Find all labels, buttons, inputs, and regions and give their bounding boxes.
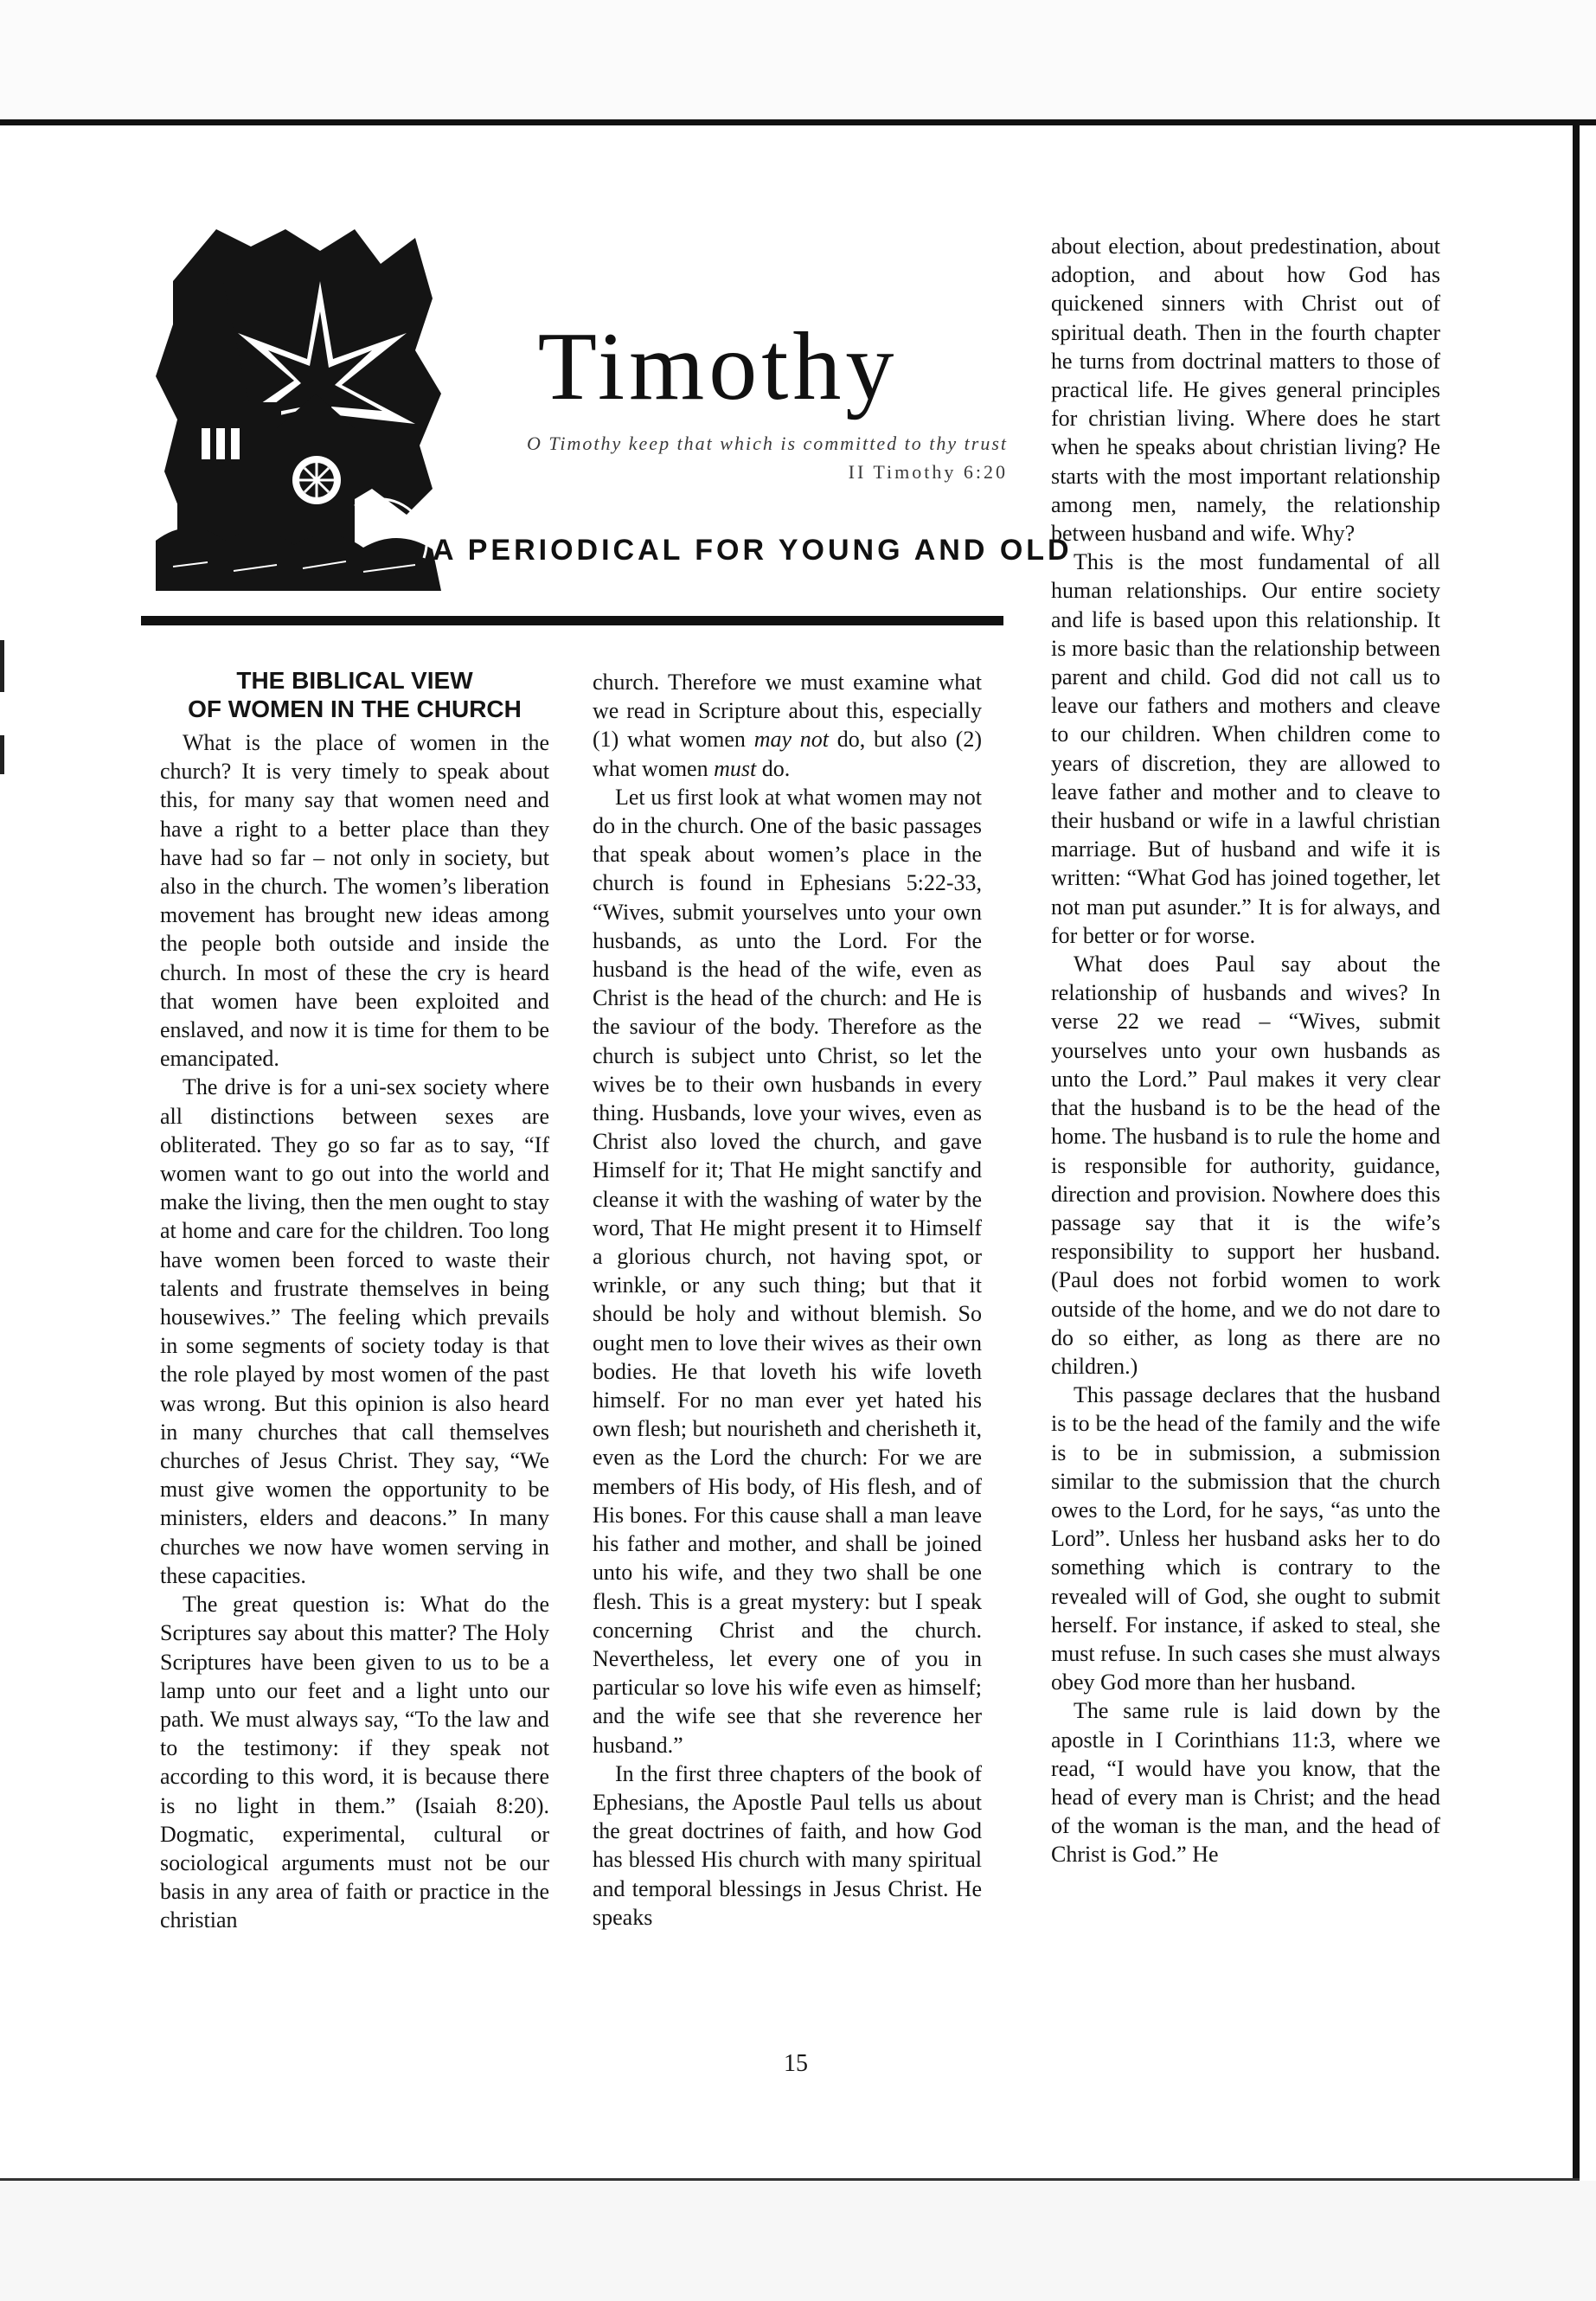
scan-margin-bottom [0, 2181, 1596, 2301]
paragraph: What is the place of women in the church? It is very timely to speak about this, for many say that women need and have a right to a better place than they have had so far – not only in society, but also in the church. The women’s liberation movement has brought new ideas among the people both outside and inside the church. In most of these the cry is heard that women have been exploited and enslaved, and now it is time for them to be emancipated. [160, 730, 549, 1072]
paragraph: This is the most fundamental of all human relationships. Our entire society and life is based upon this relationship. It is more basic than the relationship between parent and child. God did not call us to leave our fathers and mothers and cleave to our children. When children come to years of discretion, they are allowed to leave father and mother and to cleave to their husband or wife in a lawful christian marriage. But of husband and wife it is written: “What God has joined together, let not man put asunder.” It is for always, and for better or for worse. [1051, 549, 1440, 948]
article-column-1 [160, 666, 549, 1935]
text-run: do. [756, 755, 791, 781]
masthead-motto: O Timothy keep that which is committed to thy trust [526, 433, 1008, 454]
paragraph: What does Paul say about the relationship of husbands and wives? In verse 22 we read – “Wives, submit yourselves unto your own husbands as unto the Lord.” Paul makes it very clear that the husband is to be the head of the home. The husband is to rule the home and is responsible for authority, guidance, direction and provision. Nowhere does this passage say that it is the wife’s responsibility to support her husband. (Paul does not forbid women to work outside of the home, and we do not dare to do so either, as long as there are no children.) [1051, 952, 1440, 1379]
article-column-2 [593, 668, 982, 1932]
paragraph: about election, about predestination, about adoption, and about how God has quickened sinners with Christ out of spiritual death. Then in the fourth chapter he turns from doctrinal matters to those of practical life. He gives general principles for christian living. Where does he start when he speaks about christian living? He starts with the most important relationship among men, namely, the relationship between husband and wife. Why? [1051, 234, 1440, 547]
article-title-line-2: OF WOMEN IN THE CHURCH [188, 695, 522, 722]
masthead-motto-reference: II Timothy 6:20 [848, 461, 1008, 483]
church-spire-woodcut-icon [156, 229, 450, 591]
emphasis: must [714, 755, 757, 781]
scan-edge-mark [0, 735, 4, 774]
article-title-line-1: THE BIBLICAL VIEW [236, 667, 473, 694]
text-run: do, but also (2) what women [593, 727, 982, 781]
paragraph [593, 668, 982, 783]
masthead-divider [141, 616, 1003, 625]
paragraph: Let us first look at what women may not do in the church. One of the basic passages that speak about women’s place in the church is found in Ephesians 5:22-33, “Wives, submit yourselves unto your own husbands, as unto the Lord. For the husband is the head of the wife, even as Christ is the head of the church: and He is the saviour of the body. Therefore as the church is subject unto Christ, so let the wives be to their own husbands in every thing. Husbands, love your wives, even as Christ also loved the church, and gave Himself for it; That He might sanctify and cleanse it with the washing of water by the word, That He might present it to Himself a glorious church, not having spot, or wrinkle, or any such thing; but that it should be holy and without blemish. So ought men to love their wives as their own bodies. He that loveth his wife loveth himself. For no man ever yet hated his own flesh; but nourisheth and cherisheth it, even as the Lord the church: For we are members of His body, of His flesh, and of His bones. For this cause shall a man leave his father and mother, and shall be joined unto his wife, and they two shall be one flesh. This is a great mystery: but I speak concerning Christ and the church. Nevertheless, let every one of you in particular so love his wife even as himself; and the wife see that she reverence her husband.” [593, 784, 982, 1758]
article-title [160, 666, 549, 723]
paragraph: The great question is: What do the Scriptures say about this matter? The Holy Scriptures have been given to us to be a lamp unto our feet and a light unto our path. We must always say, “To the law and to the testimony: if they speak not according to this word, it is because there is no light in them.” (Isaiah 8:20). Dogmatic, experimental, cultural or sociological arguments must not be our basis in any area of faith or practice in the christian [160, 1592, 549, 1933]
scan-edge-mark [0, 640, 4, 692]
page-border-top [0, 119, 1596, 125]
paragraph: This passage declares that the husband is to be the head of the family and the wife is to be in submission, a submission similar to the submission that the church owes to the Lord, for he says, “as unto the Lord”. Unless her husband asks her to do something which is contrary to the revealed will of God, she ought to submit herself. For instance, if asked to steal, she must refuse. In such cases she must always obey God more than her husband. [1051, 1382, 1440, 1695]
paragraph: The drive is for a uni-sex society where all distinctions between sexes are obliterated. They go so far as to say, “If women want to go out into the world and make the living, then the men ought to stay at home and care for the children. Too long have women been forced to waste their talents and frustrate themselves in being housewives.” The feeling which prevails in some segments of society today is that the role played by most women of the past was wrong. But this opinion is also heard in many churches that call themselves churches of Jesus Christ. They say, “We must give women the opportunity to be ministers, elders and deacons.” In many churches we now have women serving in these capacities. [160, 1074, 549, 1588]
page-number: 15 [784, 2050, 808, 2077]
paragraph: In the first three chapters of the book of Ephesians, the Apostle Paul tells us about the great doctrines of faith, and how God has blessed His church with many spiritual and temporal blessings in Jesus Christ. He speaks [593, 1760, 982, 1930]
scan-margin-top [0, 0, 1596, 119]
text-run: church. Therefore we must examine what we read in Scripture about this, especially (1) what women [593, 670, 982, 753]
paragraph: The same rule is laid down by the apostle in I Corinthians 11:3, where we read, “I would have you know, that the head of every man is Christ; and the head of the woman is the man, and the head of Christ is God.” He [1051, 1698, 1440, 1868]
article-column-3 [1051, 232, 1440, 1869]
page-border-right [1573, 125, 1580, 2180]
masthead-tagline: A PERIODICAL FOR YOUNG AND OLD [433, 534, 1073, 567]
masthead-title: Timothy [537, 313, 899, 420]
emphasis: may not [753, 727, 830, 753]
